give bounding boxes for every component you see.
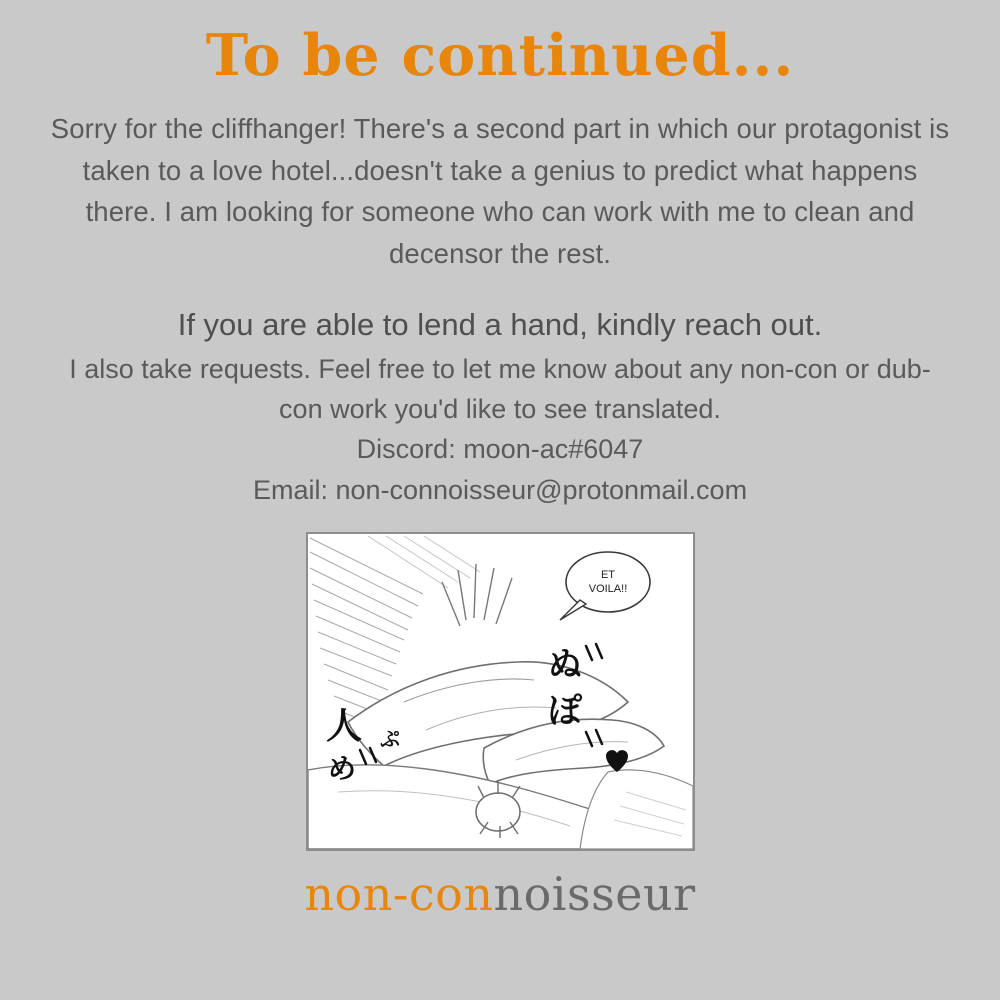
call-to-action-headline: If you are able to lend a hand, kindly reach out. (177, 307, 823, 343)
sfx-po: ぽ (547, 691, 582, 732)
signature (304, 867, 695, 921)
bubble-line-1: ET (600, 569, 615, 582)
manga-panel-artwork (308, 534, 693, 849)
sfx-hito: 人 (325, 706, 362, 748)
sfx-pu: ぷ (379, 727, 400, 752)
requests-subtext: I also take requests. Feel free to let me know about any non-con or dub-con work you'd like to see translated. (69, 354, 931, 424)
manga-panel (306, 532, 695, 851)
signature-part-orange: non-con (304, 867, 494, 922)
intro-paragraph: Sorry for the cliffhanger! There's a second part in which our protagonist is taken to a love hotel...doesn't take a genius to predict what happens there. I am looking for someone who can work with me to clean and decensor the rest. (50, 112, 950, 270)
sfx-me: め (327, 752, 356, 786)
page-title: To be continued... (205, 22, 795, 89)
signature-part-gray: noisseur (493, 867, 696, 922)
sfx-nu: ぬ (547, 645, 582, 686)
bubble-line-2: VOILA!! (588, 583, 627, 596)
email-contact: Email: non-connoisseur@protonmail.com (252, 474, 748, 505)
discord-contact: Discord: moon-ac#6047 (356, 434, 644, 465)
